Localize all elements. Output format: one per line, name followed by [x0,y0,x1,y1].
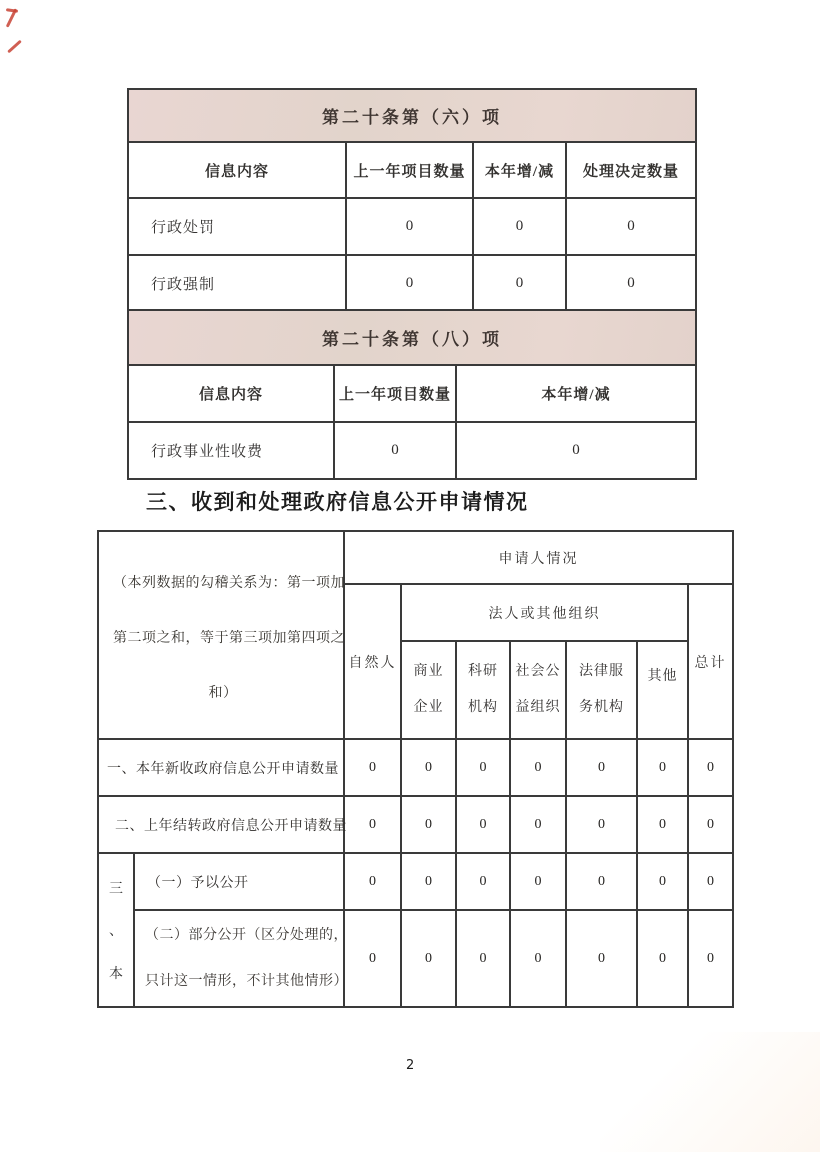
cell-value: 0 [456,796,510,853]
article8-header-content: 信息内容 [128,365,334,422]
cell-value: 0 [456,910,510,1007]
cell-value: 0 [510,910,566,1007]
col-header-research [456,641,510,739]
col-header-line: 机构 [468,700,498,716]
page-number: 2 [406,1058,415,1073]
col-header-other [637,641,688,739]
row-label: 行政事业性收费 [128,422,334,479]
row-label: 一、本年新收政府信息公开申请数量 [98,739,344,796]
col-header-line: 务机构 [579,700,624,716]
cell-value: 0 [401,796,456,853]
col-header-line: 法律服 [579,663,624,679]
article8-header-lastyear: 上一年项目数量 [334,365,456,422]
article6-header-content: 信息内容 [128,142,346,198]
row-label: 行政强制 [128,255,346,312]
table-row [128,198,696,255]
col-header-natural-person: 自然人 [344,584,401,739]
row-label: 行政处罚 [128,198,346,255]
col-header-line: 商业 [413,663,444,679]
note-line: （本列数据的勾稽关系为：第一项加 [113,575,345,591]
side-char: 、 [109,924,123,939]
cell-value: 0 [346,198,473,255]
side-char: 本 [109,966,123,982]
article6-header-lastyear: 上一年项目数量 [346,142,473,198]
col-header-total: 总计 [688,584,733,739]
cell-value: 0 [456,422,696,479]
row-label: 二、上年结转政府信息公开申请数量 [98,796,344,853]
cell-value: 0 [566,198,696,255]
red-pen-mark-icon [6,8,18,13]
article8-header-change: 本年增/减 [456,365,696,422]
scan-tint [600,1032,820,1152]
cell-value: 0 [401,739,456,796]
cell-value: 0 [566,739,637,796]
cell-value: 0 [637,739,688,796]
col-header-line: 科研 [468,663,498,679]
article6-table [127,88,697,313]
cell-value: 0 [344,910,401,1007]
row-label-line: 只计这一情形，不计其他情形） [145,973,348,989]
cell-value: 0 [456,739,510,796]
table-row [98,796,733,853]
article6-band-title: 第二十条第（六）项 [128,89,696,142]
article6-header-decisions: 处理决定数量 [566,142,696,198]
red-pen-mark-icon [7,40,22,54]
col-header-line: 社会公 [515,663,561,679]
col-header-legal-service [566,641,637,739]
col-header-line: 益组织 [515,700,561,716]
cell-value: 0 [344,853,401,910]
cell-value: 0 [637,853,688,910]
cell-value: 0 [510,739,566,796]
table-row [128,422,696,479]
row-label-line: （二）部分公开（区分处理的， [145,927,348,943]
cell-value: 0 [473,255,566,312]
cell-value: 0 [344,739,401,796]
cell-value: 0 [401,853,456,910]
cell-value: 0 [637,910,688,1007]
cell-value: 0 [344,796,401,853]
cell-value: 0 [473,198,566,255]
article6-header-change: 本年增/减 [473,142,566,198]
cell-value: 0 [688,739,733,796]
cell-value: 0 [510,796,566,853]
col-header-public-welfare [510,641,566,739]
col-header-line: 企业 [413,700,444,716]
article8-table [127,309,697,480]
cell-value: 0 [566,853,637,910]
col-header-commercial [401,641,456,739]
note-cell [98,531,344,739]
cell-value: 0 [456,853,510,910]
section-title: 三、收到和处理政府信息公开申请情况 [146,491,529,514]
article8-band-title: 第二十条第（八）项 [128,310,696,365]
cell-value: 0 [566,796,637,853]
applicant-status-header: 申请人情况 [344,531,733,584]
row-label: （一）予以公开 [134,853,344,910]
table-row [98,739,733,796]
row-group-label [98,853,134,1007]
cell-value: 0 [566,255,696,312]
applications-table [97,530,734,1008]
side-char: 三 [109,881,123,897]
col-header-line: 其他 [647,669,678,684]
row-label [134,910,348,1007]
note-line: 第二项之和，等于第三项加第四项之 [113,630,345,646]
cell-value: 0 [566,910,637,1007]
table-row [98,853,733,910]
cell-value: 0 [688,910,733,1007]
note-line: 和） [208,685,238,701]
cell-value: 0 [688,796,733,853]
col-header-legal-entities: 法人或其他组织 [401,584,688,641]
table-row [128,255,696,312]
cell-value: 0 [346,255,473,312]
cell-value: 0 [334,422,456,479]
cell-value: 0 [637,796,688,853]
cell-value: 0 [401,910,456,1007]
table-row [98,910,733,1007]
cell-value: 0 [688,853,733,910]
cell-value: 0 [510,853,566,910]
